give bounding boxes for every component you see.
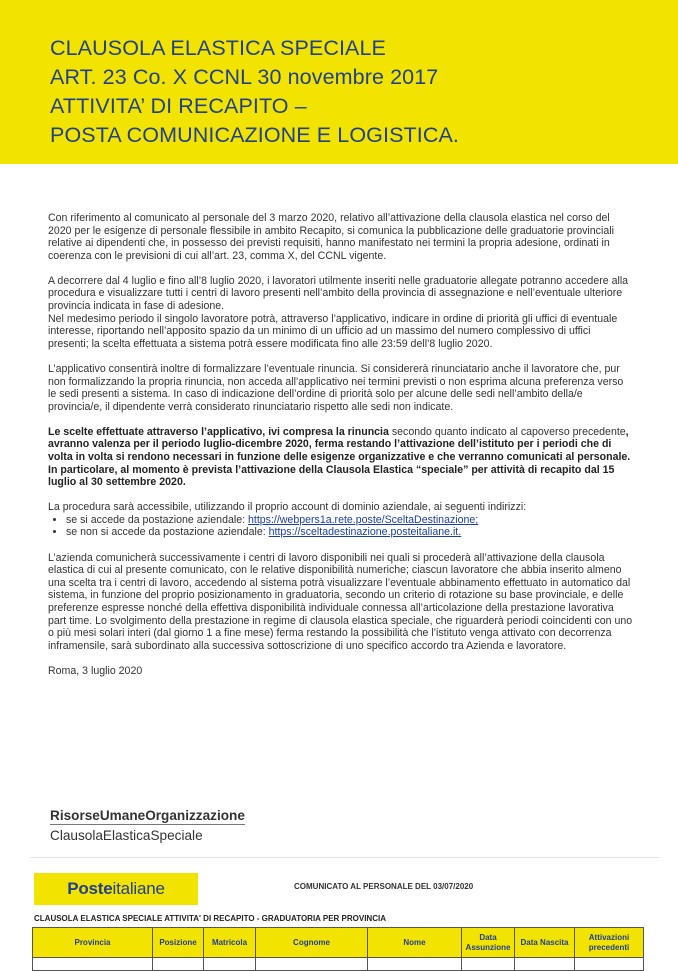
- column-header-cognome: Cognome: [256, 928, 368, 958]
- table-cell: [368, 958, 462, 971]
- paragraph-assignment: L’azienda comunicherà successivamente i centri di lavoro disponibili nei quali si procederà all’attivazione della clausola elastica di cui al presente comunicato, con le relative disponibilità numeriche; ciascun lavoratore che abbia inserito almeno una scelta tra i centri di lavoro, accedendo al sistema potrà visualizzare l’eventuale abbinamento effettuato in automatico dal sistema, in funzione del proprio posizionamento in graduatoria, secondo un criterio di rotazione su base provinciale, e delle preferenze espresse nonché della effettiva disponibilità individuale connessa all’articolazione della prestazione lavorativa part time. Lo svolgimento della prestazione in regime di clausola elastica speciale, che riguarderà periodi coincidenti con uno o più mesi solari interi (dal giorno 1 a fine mese) ferma restando la possibilità che l’istituto venga attivato con decorrenza inframensile, sarà subordinato alla successiva sottoscrizione di uno specifico accordo tra Azienda e lavoratore.: [48, 551, 633, 652]
- title-line-3: ATTIVITA’ DI RECAPITO –: [50, 94, 307, 118]
- paragraph-rinuncia: L’applicativo consentirà inoltre di formalizzare l’eventuale rinuncia. Si considererà rinunciatario anche il lavoratore che, pur non formalizzando la propria rinuncia, non acceda all’applicativo nei termini previsti o non esprima alcuna preferenza verso le sedi presenti a sistema. In caso di indicazione dell’ordine di priorità solo per alcune delle sedi nell’ambito della/e provincia/e, il dipendente verrà considerato rinunciatario rispetto alle sedi non indicate.: [48, 362, 624, 413]
- graduatoria-table: [32, 927, 644, 971]
- table-cell: [462, 958, 515, 971]
- title-line-2: ART. 23 Co. X CCNL 30 novembre 2017: [50, 65, 439, 89]
- table-cell: [33, 958, 153, 971]
- column-header-matricola: Matricola: [204, 928, 256, 958]
- validity-normal: secondo quanto indicato al capoverso precedente: [388, 425, 626, 438]
- column-header-nome: Nome: [368, 928, 462, 958]
- internal-access-label: se si accede da postazione aziendale:: [66, 513, 248, 526]
- title-line-4: POSTA COMUNICAZIONE E LOGISTICA.: [50, 123, 459, 147]
- validity-bold-1: Le scelte effettuate attraverso l’applicativo, ivi compresa la rinuncia: [48, 425, 389, 438]
- table-cell: [515, 958, 575, 971]
- comunicato-header: COMUNICATO AL PERSONALE DEL 03/07/2020: [294, 882, 474, 891]
- column-header-data-assunzione: Data Assunzione: [462, 928, 515, 958]
- external-access-link[interactable]: https://sceltadestinazione.posteitaliane.it.: [268, 526, 462, 539]
- paragraph-validity: [48, 426, 633, 464]
- posteitaliane-logo: [34, 873, 198, 905]
- column-header-attivazioni: Attivazioni precedenti: [575, 928, 644, 958]
- column-header-data-nascita: Data Nascita: [515, 928, 575, 958]
- list-item-internal: [66, 514, 633, 527]
- page-divider: [30, 857, 660, 858]
- paragraph-priority: Nel medesimo periodo il singolo lavoratore potrà, attraverso l’applicativo, indicare in ordine di priorità gli uffici di eventuale interesse, riportando nell’apposito spazio da un minimo di un ufficio ad un massimo del numero complessivo di uffici presenti; la scelta effettuata a sistema potrà essere modificata fino alle 23:59 dell’8 luglio 2020.: [48, 312, 618, 350]
- table-cell: [256, 958, 368, 971]
- signature-department: RisorseUmaneOrganizzazione: [50, 808, 245, 823]
- activation-bold: In particolare, al momento è prevista l’attivazione della Clausola Elastica “speciale” per attività di recapito dal 15 luglio al 30 settembre 2020.: [48, 463, 615, 489]
- access-links-list: [48, 514, 633, 539]
- title-line-1: CLAUSOLA ELASTICA SPECIALE: [50, 36, 386, 60]
- document-date: Roma, 3 luglio 2020: [48, 664, 143, 677]
- paragraph-activation: [48, 464, 633, 489]
- signature-subject: ClausolaElasticaSpeciale: [50, 828, 203, 843]
- document-body: [48, 212, 633, 690]
- document-title: [50, 34, 459, 150]
- table-cell: [204, 958, 256, 971]
- paragraph-procedure: La procedura sarà accessibile, utilizzando il proprio account di dominio aziendale, ai seguenti indirizzi:: [48, 501, 527, 514]
- column-header-posizione: Posizione: [153, 928, 204, 958]
- validity-bold-2: , avranno valenza per il periodo luglio-dicembre 2020, ferma restando l’attivazione dell’istituto per i periodi che di volta in volta si rendono necessari in funzione delle esigenze organizzative e che verranno comunicati al personale.: [48, 425, 631, 463]
- paragraph-access-period: A decorrere dal 4 luglio e fino all’8 luglio 2020, i lavoratori utilmente inseriti nelle graduatorie allegate potranno accedere alla procedura e visualizzare tutti i centri di lavoro presenti nell’ambito della provincia di assegnazione e nell’eventuale ulteriore provincia indicata in fase di adesione.: [48, 274, 629, 313]
- logo-part-italiane: italiane: [112, 879, 165, 898]
- table-cell: [153, 958, 204, 971]
- title-banner: [0, 0, 678, 164]
- table-header-row: [33, 928, 644, 958]
- table-row: [33, 958, 644, 971]
- list-item-external: [66, 526, 633, 539]
- paragraph-intro: Con riferimento al comunicato al personale del 3 marzo 2020, relativo all’attivazione della clausola elastica nel corso del 2020 per le esigenze di personale flessibile in ambito Recapito, si comunica la pubblicazione delle graduatorie provinciali relative ai dipendenti che, in possesso dei previsti requisiti, hanno manifestato nei termini la propria adesione, ordinati in coerenza con le previsioni di cui all’art. 23, comma X, del CCNL vigente.: [48, 212, 614, 262]
- table-title: CLAUSOLA ELASTICA SPECIALE ATTIVITA' DI RECAPITO - GRADUATORIA PER PROVINCIA: [34, 914, 386, 923]
- logo-part-poste: Poste: [67, 879, 113, 898]
- external-access-label: se non si accede da postazione aziendale:: [66, 526, 269, 539]
- internal-access-link[interactable]: https://webpers1a.rete.poste/SceltaDestinazione;: [247, 513, 479, 526]
- table-cell: [575, 958, 644, 971]
- column-header-provincia: Provincia: [33, 928, 153, 958]
